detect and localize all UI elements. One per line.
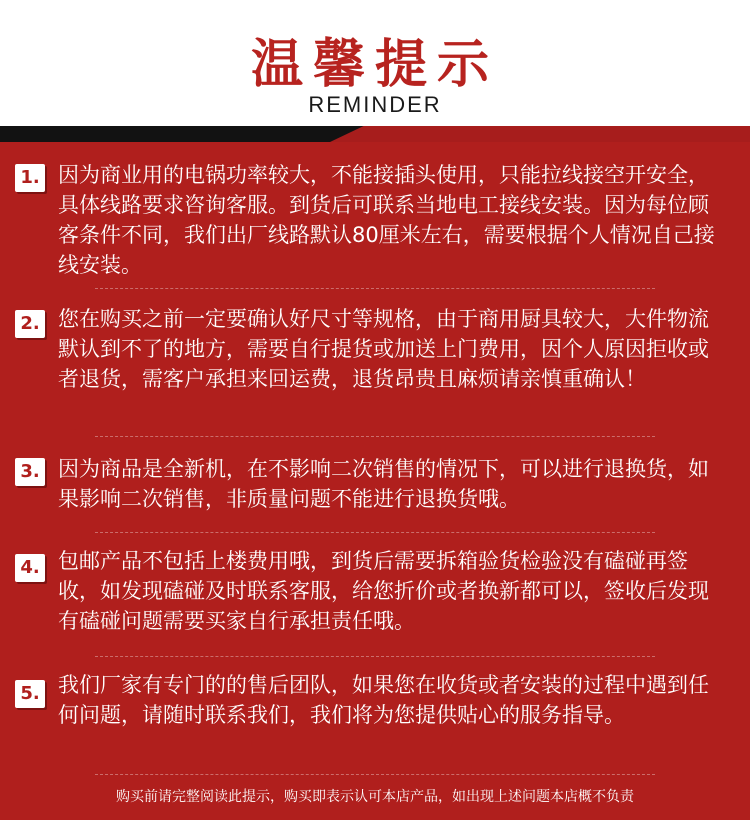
page-title: 温馨提示 (250, 34, 499, 95)
divider (95, 774, 655, 775)
page-subtitle: REMINDER (308, 92, 442, 117)
item-number-badge: 5. (15, 680, 45, 708)
divider (95, 656, 655, 657)
footer-disclaimer: 购买前请完整阅读此提示，购买即表示认可本店产品，如出现上述问题本店概不负责 (116, 789, 634, 805)
item-text: 包邮产品不包括上楼费用哦，到货后需要拆箱验货检验没有磕碰再签收，如发现磕碰及时联系客服，给您折价或者换新都可以，签收后发现有磕碰问题需要买家自行承担责任哦。 (58, 549, 709, 633)
divider (95, 288, 655, 289)
item-text: 因为商业用的电锅功率较大，不能接插头使用，只能拉线接空开安全，具体线路要求咨询客服。到货后可联系当地电工接线安装。因为每位顾客条件不同，我们出厂线路默认80厘米左右，需要根据个人情况自己接线安装。 (58, 163, 715, 277)
header-band-red (330, 126, 750, 142)
item-text: 您在购买之前一定要确认好尺寸等规格，由于商用厨具较大，大件物流默认到不了的地方，需要自行提货或加送上门费用，因个人原因拒收或者退货，需客户承担来回运费，退货昂贵且麻烦请亲慎重确认！ (58, 307, 709, 391)
item-text: 因为商品是全新机，在不影响二次销售的情况下，可以进行退换货，如果影响二次销售，非质量问题不能进行退换货哦。 (58, 457, 709, 511)
divider (95, 532, 655, 533)
item-number-badge: 2. (15, 310, 45, 338)
item-number-badge: 3. (15, 458, 45, 486)
divider (95, 436, 655, 437)
item-number-badge: 4. (15, 554, 45, 582)
header (0, 0, 750, 135)
item-number-badge: 1. (15, 164, 45, 192)
item-text: 我们厂家有专门的的售后团队，如果您在收货或者安装的过程中遇到任何问题，请随时联系我们，我们将为您提供贴心的服务指导。 (58, 673, 709, 727)
